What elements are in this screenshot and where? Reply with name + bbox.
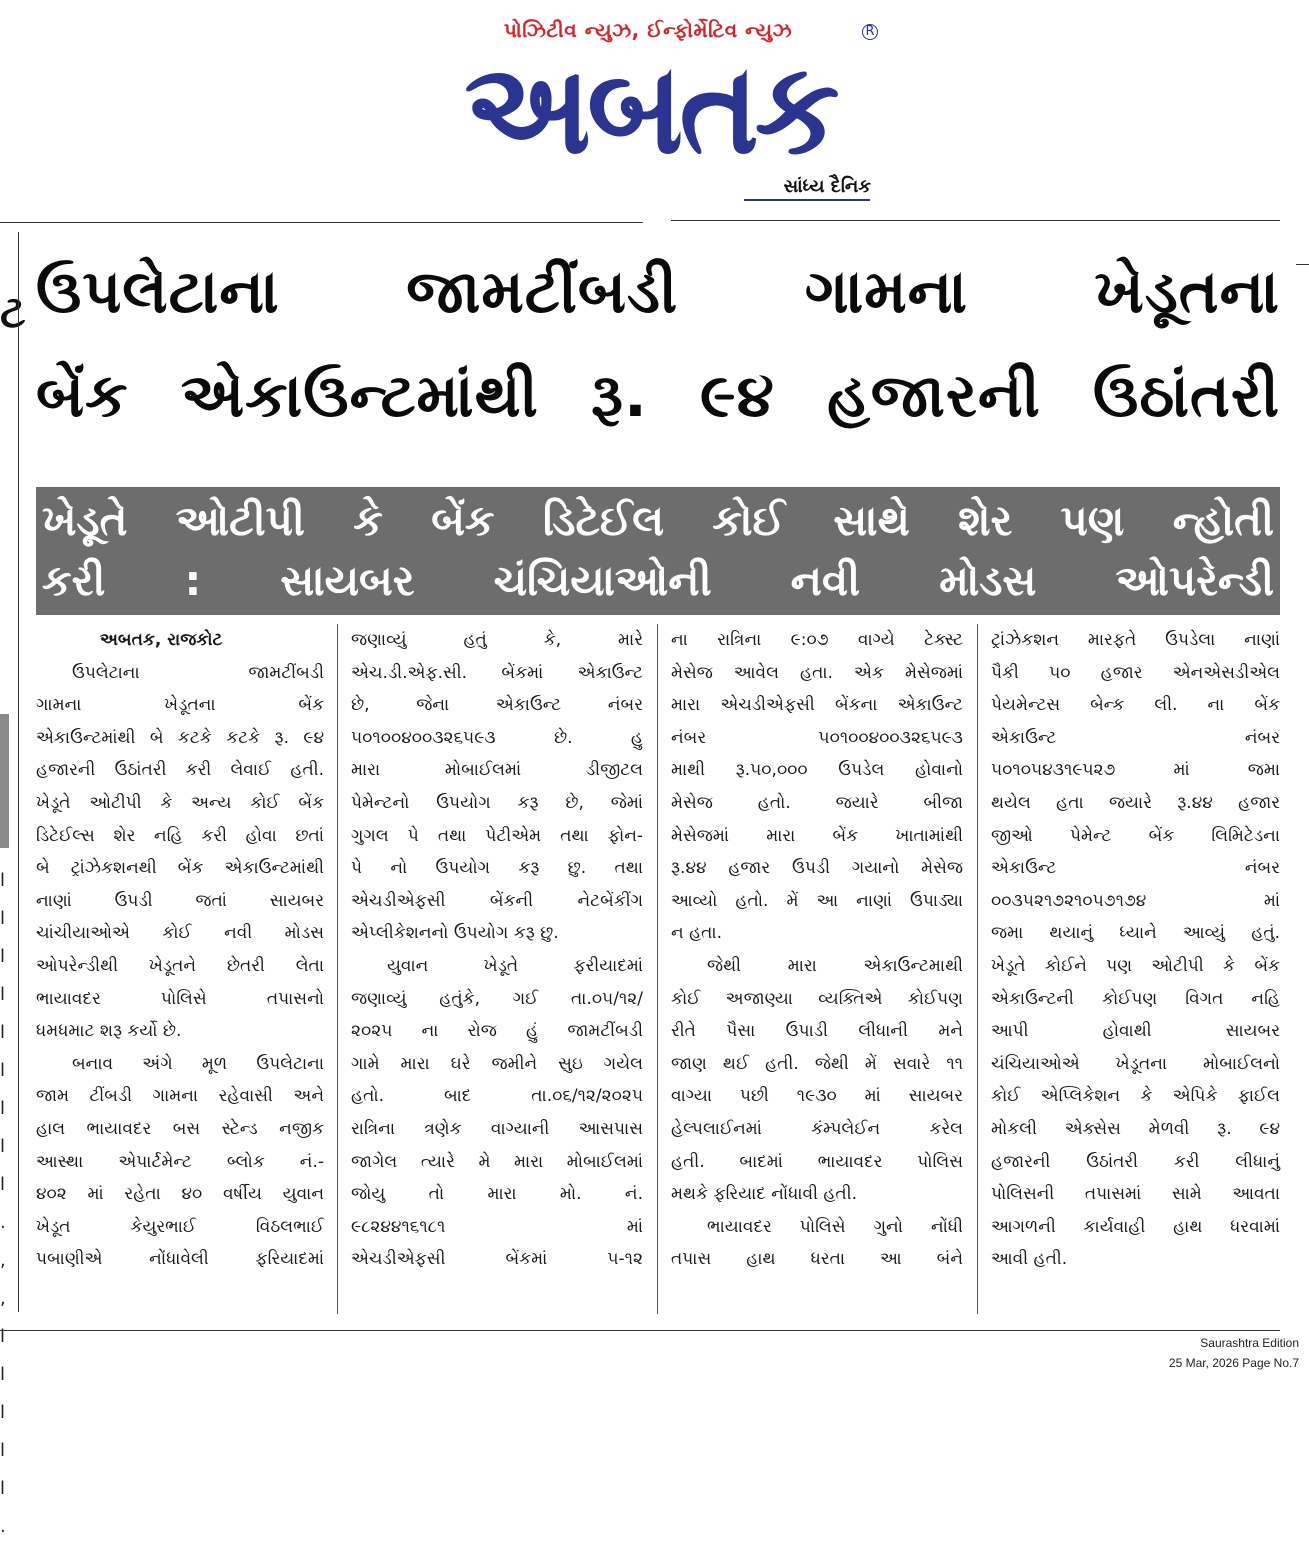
article-text-line: વાગ્યા પછી ૧૯૩૦ માં સાયબર (671, 1086, 963, 1107)
adjacent-subhead-fragment (0, 714, 9, 848)
article-text-line: બનાવ અંગે મૂળ ઉપલેટાના (72, 1053, 324, 1074)
article-text-line: એકાઉન્ટમાંથી બે કટકે કટકે રૂ. ૯૪ (36, 727, 324, 748)
masthead-subbrand: સાંધ્ય દૈનિક (783, 176, 871, 197)
article-text-line: યુવાન ખેડૂતે ફરીયાદમાં (387, 955, 643, 976)
article-text-line: બે ટ્રાંઝેકશનથી બેંક એકાઉન્ટમાંથી (36, 858, 324, 879)
article-text-line: ઓપરેન્ડીથી ખેડૂતને છેતરી લેતા (36, 955, 324, 976)
article-text-line: એચડીએફસી બેંકમાં ૫-૧૨ (351, 1249, 643, 1270)
article-text-line: મેસેજ આવેલ હતા. એક મેસેજમાં (671, 662, 963, 683)
article-text-line: નંબર ૫૦૧૦૦૪૦૦૩૨૬૫૯૩ (671, 727, 963, 748)
article-text-line: પે નો ઉપયોગ કરૂ છુ. તથા (351, 858, 643, 879)
article-text-line: જણાવ્યું હતું કે, મારે (351, 630, 643, 650)
article-text-line: ચાંચીયાઓએ કોઈ નવી મોડસ (36, 923, 324, 944)
article-text-line: ટ્રાંઝેકશન મારફતે ઉપડેલા નાણાં (991, 630, 1280, 650)
article-text-line: જણાવ્યું હતુંકે, ગઈ તા.૦૫/૧૨/ (351, 988, 643, 1009)
article-dateline: અબતક, રાજકોટ (100, 630, 223, 650)
article-text-line: રાત્રિના ત્રણેક વાગ્યાની આસપાસ (351, 1118, 643, 1139)
article-text-line: હતો. બાદ તા.૦૬/૧૨/૨૦૨૫ (351, 1086, 643, 1107)
adjacent-text-fragment: l (0, 1136, 6, 1157)
adjacent-text-fragment: l (0, 946, 6, 967)
article-text-line: ગામે મારા ઘરે જમીને સુઇ ગયેલ (351, 1053, 643, 1074)
article-text-line: મેસેજમાં મારા બેંક ખાતામાંથી (671, 825, 963, 846)
masthead (0, 0, 1309, 215)
article-text-line: ખેડૂતે ઓટીપી કે અન્ય કોઈ બેંક (36, 792, 324, 813)
article-text-line: ૯૮૨૪૪૧૬૧૮૧ માં (351, 1216, 643, 1237)
article-text-line: થયેલ હતા જયારે રૂ.૪૪ હજાર (991, 792, 1280, 813)
article-text-line: ૫૦૧૦૫૪૩૧૯૫૨૭ માં જમા (991, 760, 1280, 781)
article-text-line: ડિટેઈલ્સ શેર નહિ કરી હોવા છતાં (36, 825, 324, 846)
adjacent-text-fragment: l (0, 908, 6, 929)
article-text-line: રીતે પૈસા ઉપાડી લીધાની મને (671, 1021, 963, 1042)
article-text-line: જામ ટીંબડી ગામના રહેવાસી અને (36, 1086, 324, 1107)
adjacent-text-fragment: l (0, 870, 6, 891)
article-text-line: ૦૦૩૫૨૧૭૨૧૦૫૭૧૭૪ માં (991, 890, 1280, 911)
article-text-line: જોયુ તો મારા મો. નં. (351, 1184, 643, 1205)
article-text-line: ૫૦૧૦૦૪૦૦૩૨૬૫૯૩ છે. હુ (351, 727, 643, 748)
article-text-line: જીઓ પેમેન્ટ બેંક લિમિટેડના (991, 825, 1280, 846)
article-text-line: પૈકી ૫૦ હજાર એનએસડીએલ (991, 662, 1280, 683)
adjacent-text-fragments (0, 862, 10, 1546)
article-text-line: કોઈ એપ્લિકેશન કે એપિકે ફાઈલ (991, 1086, 1280, 1107)
article-text-line: ભાયાવદર પોલિસે તપાસનો (36, 988, 324, 1009)
adjacent-headline-fragment: ટ (0, 287, 26, 338)
adjacent-text-fragment: l (0, 1098, 6, 1119)
article-text-line: ૨૦૨૫ ના રોજ હું જામટીંબડી (351, 1021, 643, 1042)
adjacent-text-fragment: l (0, 1440, 6, 1461)
article-text-line: એકાઉન્ટ નંબર (991, 858, 1280, 879)
adjacent-text-fragment: , (0, 1288, 6, 1309)
article-column-2 (351, 624, 643, 1314)
newspaper-logo: અબતક (464, 36, 836, 183)
article-subheadline (36, 487, 1280, 615)
article-text-line: મેસેજ હતો. જયારે બીજા (671, 792, 963, 813)
article-text-line: ૪૦૨ માં રહેતા ૪૦ વર્ષીય યુવાન (36, 1184, 324, 1205)
article-text-line: મથકે ફરિયાદ નોંધાવી હતી. (671, 1184, 857, 1205)
article-text-line: ખેડૂતે કોઈને પણ ઓટીપી કે બેંક (991, 955, 1280, 976)
adjacent-text-fragment: l (0, 1402, 6, 1423)
article-text-line: આવી હતી. (991, 1249, 1068, 1270)
article-text-line: પબાણીએ નોંધાવેલી ફરિયાદમાં (36, 1249, 324, 1270)
bottom-divider (0, 1330, 1280, 1331)
article-text-line: હજારની ઉઠાંતરી કરી લેવાઈ હતી. (36, 760, 324, 781)
article-text-line: હતી. બાદમાં ભાયાવદર પોલિસ (671, 1151, 963, 1172)
article-text-line: હેલ્પલાઈનમાં કંમ્પલેઈન કરેલ (671, 1118, 963, 1139)
article-text-line: જાગેલ ત્યારે મે મારા મોબાઈલમાં (351, 1151, 643, 1172)
adjacent-article-edge (0, 232, 26, 1537)
article-column-1 (36, 624, 324, 1314)
article-text-line: એપ્લીકેશનનો ઉપયોગ કરૂ છુ. (351, 923, 559, 944)
article-text-line: ન હતા. (671, 923, 722, 944)
date-page-label: 25 Mar, 2026 Page No.7 (1168, 1356, 1299, 1370)
article-text-line: એચ.ડી.એફ.સી. બેંકમાં એકાઉન્ટ (351, 662, 643, 683)
adjacent-text-fragment: . (0, 1212, 6, 1233)
headline-line-1: ઉપલેટાના જામટીંબડી ગામના ખેડૂતના (36, 257, 1280, 327)
column-divider (977, 624, 978, 1314)
adjacent-text-fragment: l (0, 1364, 6, 1385)
adjacent-text-fragment: l (0, 1022, 6, 1043)
masthead-tagline: પોઝિટીવ ન્યુઝ, ઈન્ફોર્મેટિવ ન્યુઝ (503, 18, 793, 42)
headline-line-2: બેંક એકાઉન્ટમાંથી રૂ. ૯૪ હજારની ઉઠાંતરી (36, 361, 1280, 431)
article-text-line: હાલ ભાયાવદર બસ સ્ટેન્ડ નજીક (36, 1118, 324, 1139)
article-text-line: આપી હોવાથી સાયબર (991, 1021, 1280, 1042)
adjacent-text-fragment: l (0, 1326, 6, 1347)
margin-tick (1296, 264, 1309, 265)
article-text-line: ખેડૂત કેયુરભાઈ વિઠલભાઈ (36, 1216, 324, 1237)
article-text-line: પેમેન્ટનો ઉપયોગ કરૂ છે, જેમાં (351, 792, 643, 813)
article-text-line: એકાઉન્ટની કોઈપણ વિગત નહિ (991, 988, 1280, 1009)
adjacent-text-fragment: l (0, 1478, 6, 1499)
article-text-line: ચંચિયાઓએ ખેડૂતના મોબાઈલનો (991, 1053, 1280, 1074)
article-text-line: ધમધમાટ શરૂ કર્યો છે. (36, 1021, 182, 1042)
article-text-line: આગળની કાર્યવાહી હાથ ધરવામાં (991, 1216, 1280, 1237)
article-text-line: ના રાત્રિના ૯:૦૭ વાગ્યે ટેક્સ્ટ (671, 630, 963, 650)
article-text-line: મોકલી એક્સેસ મેળવી રૂ. ૯૪ (991, 1118, 1280, 1139)
edition-label: Saurashtra Edition (1200, 1336, 1299, 1350)
article-text-line: પેયમેન્ટસ બેન્ક લી. ના બેંક (991, 695, 1280, 716)
article-text-line: જાણ થઈ હતી. જેથી મેં સવારે ૧૧ (671, 1053, 963, 1074)
article-text-line: મારા એચડીએફસી બેંકના એકાઉન્ટ (671, 695, 963, 716)
adjacent-text-fragment: , (0, 1250, 6, 1271)
article-column-3 (671, 624, 963, 1314)
top-divider-left (0, 222, 643, 223)
subheadline-line-2: કરી : સાયબર ચંચિયાઓની નવી મોડસ ઓપરેન્ડી (42, 556, 1274, 605)
subbrand-underline (744, 199, 870, 201)
adjacent-text-fragment: . (0, 1516, 6, 1537)
article-text-line: ભાયાવદર પોલિસે ગુનો નોંધી (707, 1216, 963, 1237)
adjacent-text-fragment: l (0, 1060, 6, 1081)
column-divider (337, 624, 338, 1314)
article-text-line: એચડીએફસી બેંકની નેટબેંકીંગ (351, 890, 643, 911)
article-text-line: આસ્થા એપાર્ટમેન્ટ બ્લોક નં.- (36, 1151, 324, 1172)
article-text-line: એકાઉન્ટ નંબર (991, 727, 1280, 748)
article-text-line: હજારની ઉઠાંતરી કરી લીધાનું (991, 1151, 1280, 1172)
article-text-line: જમા થયાનું ધ્યાને આવ્યું હતું. (991, 923, 1280, 944)
article-headline (36, 240, 1280, 448)
article-text-line: ગામના ખેડૂતના બેંક (36, 695, 324, 716)
article-text-line: છે, જેના એકાઉન્ટ નંબર (351, 695, 643, 716)
article-text-line: નાણાં ઉપડી જતાં સાયબર (36, 890, 324, 911)
registered-mark-icon: R (862, 24, 878, 40)
article-body (36, 624, 1280, 1314)
article-text-line: ગુગલ પે તથા પેટીએમ તથા ફોન- (351, 825, 643, 846)
article-text-line: પોલિસની તપાસમાં સામે આવતા (991, 1184, 1280, 1205)
top-divider-right (671, 220, 1280, 221)
article-text-line: મારા મોબાઈલમાં ડીજીટલ (351, 760, 643, 781)
adjacent-text-fragment: l (0, 984, 6, 1005)
article-text-line: તપાસ હાથ ધરતા આ બંને (671, 1249, 963, 1270)
article-text-line: ઉપલેટાના જામટીંબડી (72, 662, 324, 683)
article-text-line: આવ્યો હતો. મેં આ નાણાં ઉપાડ્યા (671, 890, 963, 911)
article-text-line: રૂ.૪૪ હજાર ઉપડી ગયાનો મેસેજ (671, 858, 963, 879)
subheadline-line-1: ખેડૂતે ઓટીપી કે બેંક ડિટેઈલ કોઈ સાથે શેર પણ ન્હોતી (42, 496, 1274, 545)
adjacent-text-fragment: l (0, 1174, 6, 1195)
article-text-line: જેથી મારા એકાઉન્ટમાથી (707, 955, 963, 976)
column-rule (18, 232, 19, 1312)
article-column-4 (991, 624, 1280, 1314)
article-text-line: કોઈ અજાણ્યા વ્યક્તિએ કોઈપણ (671, 988, 963, 1009)
article-text-line: માથી રૂ.૫૦,૦૦૦ ઉપડેલ હોવાનો (671, 760, 963, 781)
column-divider (657, 624, 658, 1314)
